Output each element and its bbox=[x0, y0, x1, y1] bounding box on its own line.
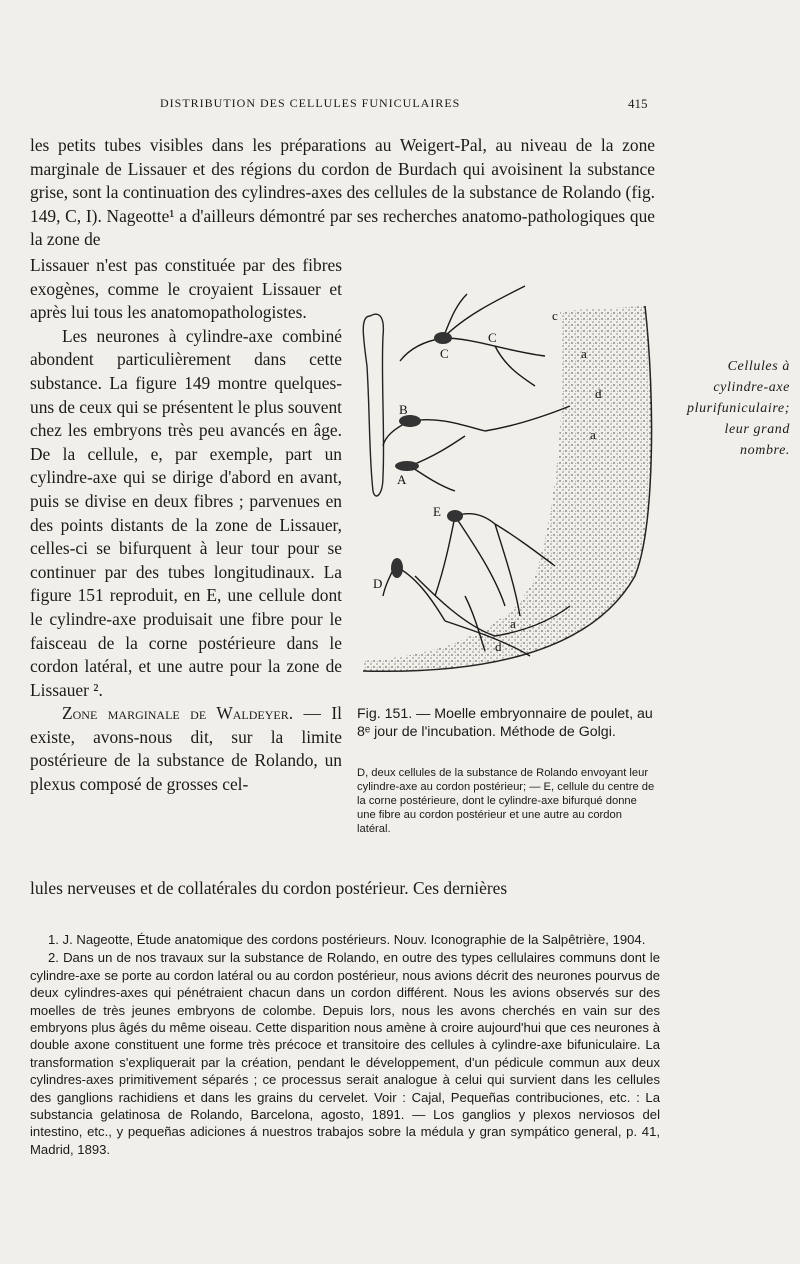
elongated-cell bbox=[363, 314, 383, 496]
top-paragraph-text: les petits tubes visibles dans les préparations au Weigert-Pal, au niveau de la zone marginale de Lissauer et des régions du cordon de Burdach qui avoisinent la substance grise, sont la continuation des cylindres-axes des cellules de la substance de Rolando (fig. 149, C, I). Nageotte¹ a d'ailleurs démontré par ses recherches anatomo-pathologiques que la zone de bbox=[30, 135, 655, 250]
white-matter-stipple bbox=[363, 306, 652, 671]
page-number: 415 bbox=[628, 96, 648, 111]
paragraph-waldeyer bbox=[30, 702, 342, 796]
fig-label-c2: C bbox=[488, 330, 497, 345]
fig-label-c-small: c bbox=[552, 308, 558, 323]
fig-label-d-left: D bbox=[373, 576, 383, 591]
fig-label-d-right: d bbox=[595, 386, 602, 401]
section-heading: Zone marginale de Waldeyer. bbox=[62, 703, 294, 724]
fig-label-a-right: a bbox=[590, 427, 596, 442]
bottom-line-text: lules nerveuses et de collatérales du cordon postérieur. Ces dernières bbox=[30, 878, 508, 898]
top-paragraph bbox=[30, 134, 655, 252]
paragraph-waldeyer-text: — Il existe, avons-nous dit, sur la limite postérieure de la substance de Rolando, un plexus composé de grosses cel- bbox=[30, 703, 342, 795]
fig-label-a-top: a bbox=[581, 346, 587, 361]
margin-note: Cellules à cylindre-axe plurifuniculaire; leur grand nombre. bbox=[686, 359, 790, 458]
fig-label-a-lower: a bbox=[510, 616, 516, 631]
fig-label-b: B bbox=[399, 402, 408, 417]
lissauer-continuation: Lissauer n'est pas constituée par des fibres exogènes, comme le croyaient Lissauer et après lui tous les anatomopathologistes. bbox=[30, 255, 342, 323]
figure-legend: D, deux cellules de la substance de Rolando envoyant leur cylindre-axe au cordon postérieur; — E, cellule du centre de la corne postérieure, dont le cylindre-axe bifurqué donne une fibre au cordon postérieur et une autre au cordon latéral. bbox=[357, 767, 655, 835]
left-column bbox=[30, 254, 342, 797]
footnotes bbox=[30, 931, 660, 1158]
fig-label-e: E bbox=[433, 504, 441, 519]
figure-caption: Fig. 151. — Moelle embryonnaire de poulet, au 8ᵉ jour de l'incubation. Méthode de Golgi. bbox=[357, 706, 653, 740]
figure-151-drawing bbox=[355, 276, 665, 686]
footnote-1: 1. J. Nageotte, Étude anatomique des cordons postérieurs. Nouv. Iconographie de la Salpêtrière, 1904. bbox=[48, 932, 646, 947]
bottom-line bbox=[30, 877, 655, 901]
fig-label-d-lower: d bbox=[495, 639, 502, 654]
running-title: DISTRIBUTION DES CELLULES FUNICULAIRES bbox=[160, 96, 461, 110]
paragraph-neurones: Les neurones à cylindre-axe combiné abondent particulièrement dans cette substance. La figure 149 montre quelques-uns de ceux qui se présentent le plus souvent chez les embryons très peu avancés en âge. De la cellule, e, par exemple, part un cylindre-axe qui se dirige d'abord en avant, puis se divise en deux fibres ; parvenues en des points distants de la zone de Lissauer, celles-ci se bifurquent à leur tour pour se continuer par des tubes longitudinaux. La figure 151 reproduit, en E, une cellule dont le cylindre-axe produisait une fibre pour le faisceau de la corne postérieure dans le cordon latéral, et une autre pour la zone de Lissauer ². bbox=[30, 325, 342, 700]
fig-label-a-upper: A bbox=[397, 472, 407, 487]
fig-label-c1: C bbox=[440, 346, 449, 361]
footnote-2: 2. Dans un de nos travaux sur la substance de Rolando, en outre des types cellulaires communs dont le cylindre-axe se porte au cordon latéral ou au cordon postérieur, nous avions décrit des neurones pourvus de deux cylindres-axes qui pénétraient chacun dans un cordon différent. Nous les avions observés sur des moelles de très jeunes embryons de colombe. Depuis lors, nous les avons cherchés en vain sur des embryons plus âgés du même oiseau. Cette disparition nous amène à croire aujourd'hui que ces neurones à double axone constituent une forme très précoce et transitoire des cellules à cylindre-axe bifuniculaire. La transformation s'expliquerait par la création, pendant le développement, d'un pédicule commun aux deux cylindres-axes primitivement séparés ; ce processus serait analogue à celui qui survient dans les cellules des ganglions rachidiens et dans les grains du cervelet. Voir : Cajal, Pequeñas contribuciones, etc. : La substancia gelatinosa de Rolando, Barcelona, agosto, 1891. — Los ganglios y plexos nerviosos del intestino, etc., y pequeñas adiciones á nuestros trabajos sobre la médula y gran sympático general, p. 41, Madrid, 1893. bbox=[30, 950, 660, 1157]
